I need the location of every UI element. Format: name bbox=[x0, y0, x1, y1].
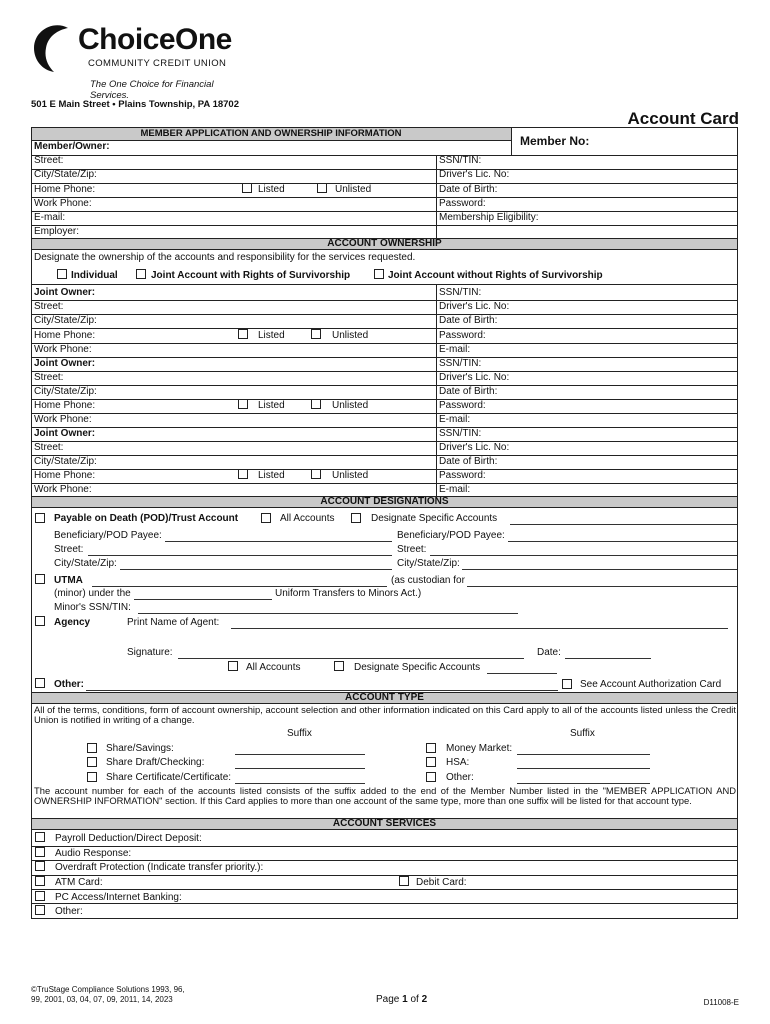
share-certificate-checkbox[interactable] bbox=[87, 772, 97, 782]
jo-ssn-label: SSN/TIN: bbox=[439, 287, 482, 298]
credit-union-address: 501 E Main Street • Plains Township, PA 18702 bbox=[31, 99, 239, 110]
date-field[interactable] bbox=[565, 658, 651, 659]
jo-city-label: City/State/Zip: bbox=[34, 315, 97, 326]
hsa-label: HSA: bbox=[446, 757, 470, 768]
beneficiary-city-field-2[interactable] bbox=[462, 569, 737, 570]
account-type-intro: All of the terms, conditions, form of account ownership, account selection and other information indicated on this Card apply to all of the accounts listed unless the Credit Union is notified in writing of a change. bbox=[34, 704, 736, 725]
jo-email-label: E-mail: bbox=[439, 414, 471, 425]
app-password-label: Password: bbox=[439, 198, 486, 209]
agency-specific-accounts-label: Designate Specific Accounts bbox=[354, 662, 481, 673]
share-draft-label: Share Draft/Checking: bbox=[106, 757, 205, 768]
beneficiary-field-1[interactable] bbox=[165, 541, 392, 542]
debit-card-label: Debit Card: bbox=[416, 877, 467, 888]
other-account-checkbox[interactable] bbox=[426, 772, 436, 782]
agency-all-accounts-label: All Accounts bbox=[246, 662, 301, 673]
jo-license-label: Driver's Lic. No: bbox=[439, 372, 510, 383]
agency-label: Agency bbox=[54, 617, 91, 628]
audio-response-checkbox[interactable] bbox=[35, 847, 45, 857]
debit-card-checkbox[interactable] bbox=[399, 876, 409, 886]
jo-dob-label: Date of Birth: bbox=[439, 386, 498, 397]
jo-unlisted-checkbox[interactable] bbox=[311, 469, 321, 479]
share-savings-suffix-field[interactable] bbox=[235, 754, 365, 755]
jo-unlisted-checkbox[interactable] bbox=[311, 399, 321, 409]
utma-minor-field[interactable] bbox=[467, 586, 737, 587]
app-unlisted-label: Unlisted bbox=[335, 184, 372, 195]
jo-listed-checkbox[interactable] bbox=[238, 469, 248, 479]
jo-license-label: Driver's Lic. No: bbox=[439, 442, 510, 453]
jo-unlisted-label: Unlisted bbox=[332, 400, 369, 411]
other-designation-field[interactable] bbox=[86, 690, 558, 691]
footer-copyright-1: ©TruStage Compliance Solutions 1993, 96, bbox=[31, 985, 185, 994]
pod-label: Payable on Death (POD)/Trust Account bbox=[54, 513, 239, 524]
app-home-phone-label: Home Phone: bbox=[34, 184, 96, 195]
beneficiary-label-2: Beneficiary/POD Payee: bbox=[397, 530, 505, 541]
ownership-intro: Designate the ownership of the accounts and responsibility for the services requested. bbox=[34, 252, 416, 263]
utma-label: UTMA bbox=[54, 575, 83, 586]
jo-work-phone-label: Work Phone: bbox=[34, 484, 92, 495]
member-owner-label: Member/Owner: bbox=[34, 141, 110, 152]
page-total: 2 bbox=[421, 994, 428, 1005]
form-code: D11008-E bbox=[703, 998, 739, 1007]
joint-owner-title: Joint Owner: bbox=[34, 358, 96, 369]
jo-city-label: City/State/Zip: bbox=[34, 456, 97, 467]
jo-listed-label: Listed bbox=[258, 400, 285, 411]
jo-password-label: Password: bbox=[439, 470, 486, 481]
jo-unlisted-label: Unlisted bbox=[332, 470, 369, 481]
app-ssn-label: SSN/TIN: bbox=[439, 155, 482, 166]
pod-all-accounts-checkbox[interactable] bbox=[261, 513, 271, 523]
money-market-label: Money Market: bbox=[446, 743, 513, 754]
atm-card-checkbox[interactable] bbox=[35, 876, 45, 886]
beneficiary-street-field-2[interactable] bbox=[430, 555, 737, 556]
other-account-label: Other: bbox=[446, 772, 474, 783]
joint-with-survivorship-checkbox[interactable] bbox=[136, 269, 146, 279]
see-auth-checkbox[interactable] bbox=[562, 679, 572, 689]
individual-label: Individual bbox=[71, 270, 118, 281]
section-title-services: ACCOUNT SERVICES bbox=[31, 818, 738, 830]
custodian-label: (as custodian for bbox=[391, 575, 465, 586]
utma-custodian-field[interactable] bbox=[92, 586, 387, 587]
app-license-label: Driver's Lic. No: bbox=[439, 169, 510, 180]
section-title-account-type: ACCOUNT TYPE bbox=[31, 692, 738, 704]
app-street-label: Street: bbox=[34, 155, 64, 166]
pod-checkbox[interactable] bbox=[35, 513, 45, 523]
beneficiary-field-2[interactable] bbox=[508, 541, 737, 542]
jo-city-label: City/State/Zip: bbox=[34, 386, 97, 397]
brand-subtitle: COMMUNITY CREDIT UNION bbox=[88, 58, 227, 69]
minor-ssn-field[interactable] bbox=[138, 613, 518, 614]
page-number bbox=[376, 994, 427, 1006]
uniform-act-label: Uniform Transfers to Minors Act.) bbox=[275, 588, 422, 599]
print-agent-field[interactable] bbox=[231, 628, 728, 629]
page-mid: of bbox=[407, 994, 422, 1005]
other-designation-label: Other: bbox=[54, 679, 84, 690]
page-current: 1 bbox=[402, 994, 408, 1005]
other-service-label: Other: bbox=[55, 906, 83, 917]
pod-specific-accounts-field[interactable] bbox=[510, 524, 737, 525]
beneficiary-street-field-1[interactable] bbox=[88, 555, 392, 556]
other-service-checkbox[interactable] bbox=[35, 905, 45, 915]
jo-listed-checkbox[interactable] bbox=[238, 329, 248, 339]
agency-specific-accounts-checkbox[interactable] bbox=[334, 661, 344, 671]
audio-response-label: Audio Response: bbox=[55, 848, 132, 859]
joint-with-survivorship-label: Joint Account with Rights of Survivorship bbox=[151, 270, 351, 281]
hsa-checkbox[interactable] bbox=[426, 757, 436, 767]
payroll-checkbox[interactable] bbox=[35, 832, 45, 842]
jo-listed-label: Listed bbox=[258, 330, 285, 341]
overdraft-checkbox[interactable] bbox=[35, 861, 45, 871]
jo-password-label: Password: bbox=[439, 400, 486, 411]
beneficiary-label-1: Beneficiary/POD Payee: bbox=[54, 530, 162, 541]
jo-unlisted-label: Unlisted bbox=[332, 330, 369, 341]
page-prefix: Page bbox=[376, 994, 403, 1005]
section-title-application: MEMBER APPLICATION AND OWNERSHIP INFORMATION bbox=[31, 128, 511, 141]
agency-checkbox[interactable] bbox=[35, 616, 45, 626]
jo-license-label: Driver's Lic. No: bbox=[439, 301, 510, 312]
pc-access-label: PC Access/Internet Banking: bbox=[55, 892, 182, 903]
other-account-suffix-field[interactable] bbox=[517, 783, 650, 784]
suffix-label-left: Suffix bbox=[287, 728, 312, 739]
share-savings-label: Share/Savings: bbox=[106, 743, 174, 754]
joint-owner-title: Joint Owner: bbox=[34, 287, 96, 298]
share-certificate-label: Share Certificate/Certificate: bbox=[106, 772, 232, 783]
share-certificate-suffix-field[interactable] bbox=[235, 783, 365, 784]
brand-name: ChoiceOne bbox=[78, 23, 232, 56]
jo-email-label: E-mail: bbox=[439, 484, 471, 495]
app-unlisted-checkbox[interactable] bbox=[317, 183, 327, 193]
see-auth-label: See Account Authorization Card bbox=[580, 679, 722, 690]
member-no-label: Member No: bbox=[520, 134, 590, 148]
jo-dob-label: Date of Birth: bbox=[439, 315, 498, 326]
beneficiary-street-label-1: Street: bbox=[54, 544, 84, 555]
joint-without-survivorship-label: Joint Account without Rights of Survivorship bbox=[388, 270, 603, 281]
utma-state-field[interactable] bbox=[134, 599, 272, 600]
share-draft-suffix-field[interactable] bbox=[235, 768, 365, 769]
date-label: Date: bbox=[537, 647, 561, 658]
section-title-designations: ACCOUNT DESIGNATIONS bbox=[31, 496, 738, 508]
logo-mark-icon bbox=[30, 22, 76, 74]
beneficiary-city-label-2: City/State/Zip: bbox=[397, 558, 460, 569]
signature-label: Signature: bbox=[127, 647, 173, 658]
jo-street-label: Street: bbox=[34, 372, 64, 383]
payroll-label: Payroll Deduction/Direct Deposit: bbox=[55, 833, 202, 844]
minor-ssn-label: Minor's SSN/TIN: bbox=[54, 602, 131, 613]
pod-specific-accounts-label: Designate Specific Accounts bbox=[371, 513, 498, 524]
jo-work-phone-label: Work Phone: bbox=[34, 414, 92, 425]
jo-street-label: Street: bbox=[34, 301, 64, 312]
jo-street-label: Street: bbox=[34, 442, 64, 453]
signature-field[interactable] bbox=[178, 658, 524, 659]
app-work-phone-label: Work Phone: bbox=[34, 198, 92, 209]
beneficiary-city-field-1[interactable] bbox=[120, 569, 392, 570]
beneficiary-city-label-1: City/State/Zip: bbox=[54, 558, 117, 569]
jo-email-label: E-mail: bbox=[439, 344, 471, 355]
utma-checkbox[interactable] bbox=[35, 574, 45, 584]
share-draft-checkbox[interactable] bbox=[87, 757, 97, 767]
jo-work-phone-label: Work Phone: bbox=[34, 344, 92, 355]
app-employer-label: Employer: bbox=[34, 226, 80, 237]
jo-home-phone-label: Home Phone: bbox=[34, 470, 96, 481]
print-agent-label: Print Name of Agent: bbox=[127, 617, 220, 628]
jo-dob-label: Date of Birth: bbox=[439, 456, 498, 467]
minor-under-label: (minor) under the bbox=[54, 588, 131, 599]
app-email-label: E-mail: bbox=[34, 212, 66, 223]
agency-specific-accounts-field[interactable] bbox=[487, 673, 557, 674]
jo-password-label: Password: bbox=[439, 330, 486, 341]
money-market-suffix-field[interactable] bbox=[517, 754, 650, 755]
app-eligibility-label: Membership Eligibility: bbox=[439, 212, 539, 223]
jo-ssn-label: SSN/TIN: bbox=[439, 358, 482, 369]
brand-logo bbox=[30, 22, 250, 101]
joint-owner-title: Joint Owner: bbox=[34, 428, 96, 439]
hsa-suffix-field[interactable] bbox=[517, 768, 650, 769]
app-city-label: City/State/Zip: bbox=[34, 169, 97, 180]
overdraft-label: Overdraft Protection (Indicate transfer priority.): bbox=[55, 862, 264, 873]
jo-home-phone-label: Home Phone: bbox=[34, 400, 96, 411]
app-listed-label: Listed bbox=[258, 184, 285, 195]
pc-access-checkbox[interactable] bbox=[35, 891, 45, 901]
atm-card-label: ATM Card: bbox=[55, 877, 103, 888]
section-title-ownership: ACCOUNT OWNERSHIP bbox=[31, 238, 738, 250]
share-savings-checkbox[interactable] bbox=[87, 743, 97, 753]
beneficiary-street-label-2: Street: bbox=[397, 544, 427, 555]
joint-without-survivorship-checkbox[interactable] bbox=[374, 269, 384, 279]
app-listed-checkbox[interactable] bbox=[242, 183, 252, 193]
jo-unlisted-checkbox[interactable] bbox=[311, 329, 321, 339]
account-number-note: The account number for each of the accounts listed consists of the suffix added to the end of the Member Number listed in the "MEMBER APPLICATION AND OWNERSHIP INFORMATION" section. If this Card applies to more than one account of the same type, more than one suffix will be listed for that account type. bbox=[34, 785, 736, 806]
suffix-label-right: Suffix bbox=[570, 728, 595, 739]
jo-ssn-label: SSN/TIN: bbox=[439, 428, 482, 439]
page-title: Account Card bbox=[627, 109, 739, 128]
footer-copyright-2: 99, 2001, 03, 04, 07, 09, 2011, 14, 2023 bbox=[31, 995, 173, 1004]
pod-all-accounts-label: All Accounts bbox=[280, 513, 335, 524]
pod-specific-accounts-checkbox[interactable] bbox=[351, 513, 361, 523]
agency-all-accounts-checkbox[interactable] bbox=[228, 661, 238, 671]
money-market-checkbox[interactable] bbox=[426, 743, 436, 753]
individual-checkbox[interactable] bbox=[57, 269, 67, 279]
jo-listed-checkbox[interactable] bbox=[238, 399, 248, 409]
app-dob-label: Date of Birth: bbox=[439, 184, 498, 195]
jo-home-phone-label: Home Phone: bbox=[34, 330, 96, 341]
jo-listed-label: Listed bbox=[258, 470, 285, 481]
brand-tagline: The One Choice for Financial Services. bbox=[90, 79, 214, 101]
other-designation-checkbox[interactable] bbox=[35, 678, 45, 688]
